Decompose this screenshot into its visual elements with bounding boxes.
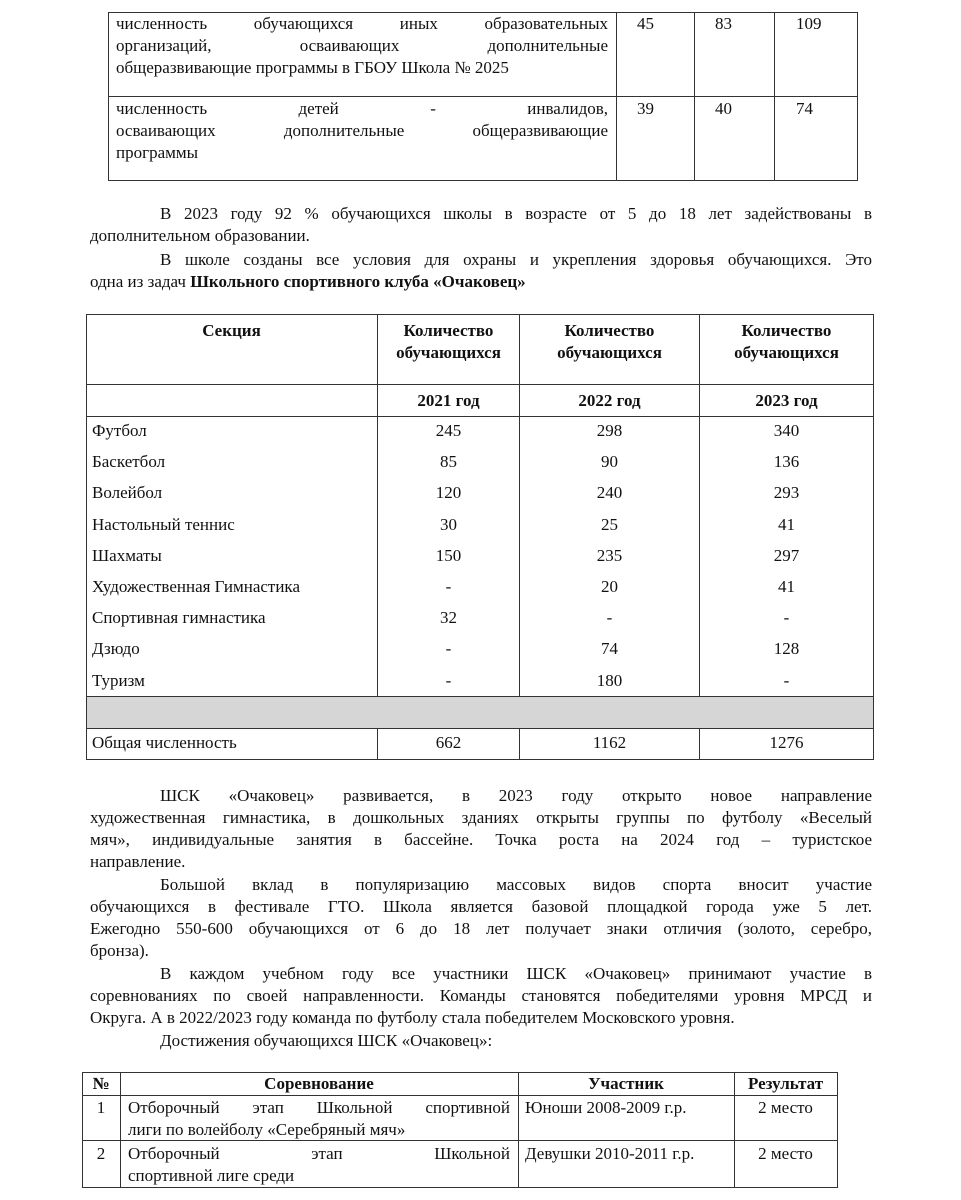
count-value: 293 — [773, 483, 800, 502]
table-border — [108, 180, 858, 181]
paragraph-line: Ежегодно 550-600 обучающихся от 6 до 18 лет получает знаки отличия (золото, серебро, — [90, 919, 872, 938]
count-value: 85 — [440, 452, 457, 471]
count-value: 120 — [435, 483, 462, 502]
competition-line: Отборочный этап Школьной спортивной — [128, 1098, 510, 1117]
header-text: обучающихся — [557, 343, 662, 362]
count-value: - — [445, 671, 452, 690]
club-name: Школьного спортивного клуба «Очаковец» — [190, 272, 526, 291]
table-border — [82, 1095, 838, 1096]
table-border — [82, 1187, 838, 1188]
row-number: 2 — [96, 1144, 106, 1163]
column-header-participant: Участник — [588, 1074, 664, 1093]
total-value: 662 — [435, 733, 462, 752]
section-name: Дзюдо — [92, 639, 140, 658]
year-header: 2021 год — [417, 391, 480, 410]
participant-cell: Девушки 2010-2011 г.р. — [525, 1144, 695, 1163]
column-header-competition: Соревнование — [264, 1074, 374, 1093]
table-row — [116, 13, 608, 79]
header-text: обучающихся — [734, 343, 839, 362]
table-border — [86, 416, 874, 417]
competition-line: Отборочный этап Школьной — [128, 1144, 510, 1163]
paragraph-line: направление. — [90, 852, 186, 871]
year-header: 2022 год — [578, 391, 641, 410]
section-name: Шахматы — [92, 546, 162, 565]
paragraph-line: В школе созданы все условия для охраны и укрепления здоровья обучающихся. Это — [160, 250, 872, 269]
header-text: обучающихся — [396, 343, 501, 362]
table-border — [857, 12, 858, 181]
count-value: 298 — [596, 421, 623, 440]
paragraph — [90, 203, 872, 247]
table-border — [86, 384, 874, 385]
total-value: 1162 — [592, 733, 627, 752]
table-border — [873, 314, 874, 760]
column-header-section: Секция — [202, 321, 261, 340]
count-value: 297 — [773, 546, 800, 565]
value-cell: 45 — [637, 14, 654, 33]
column-header-count — [699, 320, 874, 364]
value-cell: 39 — [637, 99, 654, 118]
value-cell: 109 — [796, 14, 822, 33]
count-value: 245 — [435, 421, 462, 440]
table-border — [694, 12, 695, 181]
table-row — [116, 98, 608, 164]
row-text-line: общеразвивающие программы в ГБОУ Школа № 2025 — [116, 58, 509, 77]
section-name: Баскетбол — [92, 452, 166, 471]
count-value: 90 — [601, 452, 618, 471]
paragraph — [90, 963, 872, 1029]
header-text: Количество — [564, 321, 655, 340]
count-value: 20 — [601, 577, 618, 596]
count-value: 180 — [596, 671, 623, 690]
count-value: - — [783, 671, 790, 690]
competition-line: лиги по волейболу «Серебряный мяч» — [128, 1120, 406, 1139]
total-label: Общая численность — [92, 733, 237, 752]
column-header-count — [377, 320, 520, 364]
count-value: 240 — [596, 483, 623, 502]
count-value: 128 — [773, 639, 800, 658]
paragraph — [90, 1030, 872, 1052]
section-name: Настольный теннис — [92, 515, 235, 534]
paragraph — [90, 249, 872, 293]
result-cell: 2 место — [758, 1098, 813, 1117]
section-name: Футбол — [92, 421, 147, 440]
count-value: - — [606, 608, 613, 627]
column-header-result: Результат — [747, 1074, 824, 1093]
row-number: 1 — [96, 1098, 106, 1117]
value-cell: 74 — [796, 99, 813, 118]
participant-cell: Юноши 2008-2009 г.р. — [525, 1098, 687, 1117]
competition-line: спортивной лиге среди — [128, 1166, 295, 1185]
paragraph-line: Достижения обучающихся ШСК «Очаковец»: — [160, 1031, 493, 1050]
paragraph-text: одна из задач — [90, 272, 191, 291]
count-value: 150 — [435, 546, 462, 565]
row-text-line: численность детей - инвалидов, — [116, 99, 608, 118]
count-value: 136 — [773, 452, 800, 471]
table-border — [86, 696, 874, 697]
paragraph-line: обучающихся в фестивале ГТО. Школа является базовой площадкой города уже 5 лет. — [90, 897, 872, 916]
count-value: 30 — [440, 515, 457, 534]
table-border — [86, 759, 874, 760]
value-cell: 40 — [715, 99, 732, 118]
row-text-line: осваивающих дополнительные общеразвивающие — [116, 121, 608, 140]
table-border — [86, 314, 874, 315]
paragraph-line: Большой вклад в популяризацию массовых видов спорта вносит участие — [160, 875, 872, 894]
column-header-count — [519, 320, 700, 364]
section-name: Художественная Гимнастика — [92, 577, 300, 596]
section-name: Туризм — [92, 671, 145, 690]
count-value: - — [783, 608, 790, 627]
paragraph — [90, 874, 872, 962]
row-text-line: программы — [116, 143, 199, 162]
table-border — [86, 314, 87, 760]
section-name: Спортивная гимнастика — [92, 608, 266, 627]
shaded-row — [87, 697, 873, 728]
count-value: 235 — [596, 546, 623, 565]
paragraph-line: мяч», индивидуальные занятия в бассейне. Точка роста на 2024 год – туристское — [90, 830, 872, 849]
table-border — [837, 1072, 838, 1188]
count-value: 74 — [601, 639, 618, 658]
count-value: 32 — [440, 608, 457, 627]
competition-cell — [128, 1143, 510, 1187]
table-border — [108, 12, 109, 181]
count-value: 25 — [601, 515, 618, 534]
paragraph-line: Округа. А в 2022/2023 году команда по футболу стала победителем Московского уровня. — [90, 1008, 735, 1027]
header-text: Количество — [741, 321, 832, 340]
result-cell: 2 место — [758, 1144, 813, 1163]
table-border — [616, 12, 617, 181]
paragraph-line: соревнованиях по своей направленности. Команды становятся победителями уровня МРСД и — [90, 986, 872, 1005]
paragraph-line: В каждом учебном году все участники ШСК «Очаковец» принимают участие в — [160, 964, 872, 983]
row-text-line: численность обучающихся иных образовательных — [116, 14, 608, 33]
value-cell: 83 — [715, 14, 732, 33]
paragraph-line: дополнительном образовании. — [90, 226, 310, 245]
table-border — [774, 12, 775, 181]
paragraph-line: ШСК «Очаковец» развивается, в 2023 году открыто новое направление — [160, 786, 872, 805]
paragraph — [90, 785, 872, 873]
paragraph-line — [90, 271, 872, 293]
count-value: - — [445, 639, 452, 658]
year-header: 2023 год — [755, 391, 818, 410]
table-border — [86, 728, 874, 729]
total-value: 1276 — [769, 733, 804, 752]
table-border — [108, 96, 858, 97]
column-header-number: № — [92, 1074, 110, 1093]
header-text: Количество — [403, 321, 494, 340]
paragraph-line: В 2023 году 92 % обучающихся школы в возрасте от 5 до 18 лет задействованы в — [160, 204, 872, 223]
row-text-line: организаций, осваивающих дополнительные — [116, 36, 608, 55]
count-value: 41 — [778, 577, 795, 596]
paragraph-line: художественная гимнастика, в дошкольных зданиях открыты группы по футболу «Веселый — [90, 808, 872, 827]
competition-cell — [128, 1097, 510, 1141]
count-value: 340 — [773, 421, 800, 440]
count-value: - — [445, 577, 452, 596]
section-name: Волейбол — [92, 483, 163, 502]
paragraph-line: бронза). — [90, 941, 149, 960]
count-value: 41 — [778, 515, 795, 534]
